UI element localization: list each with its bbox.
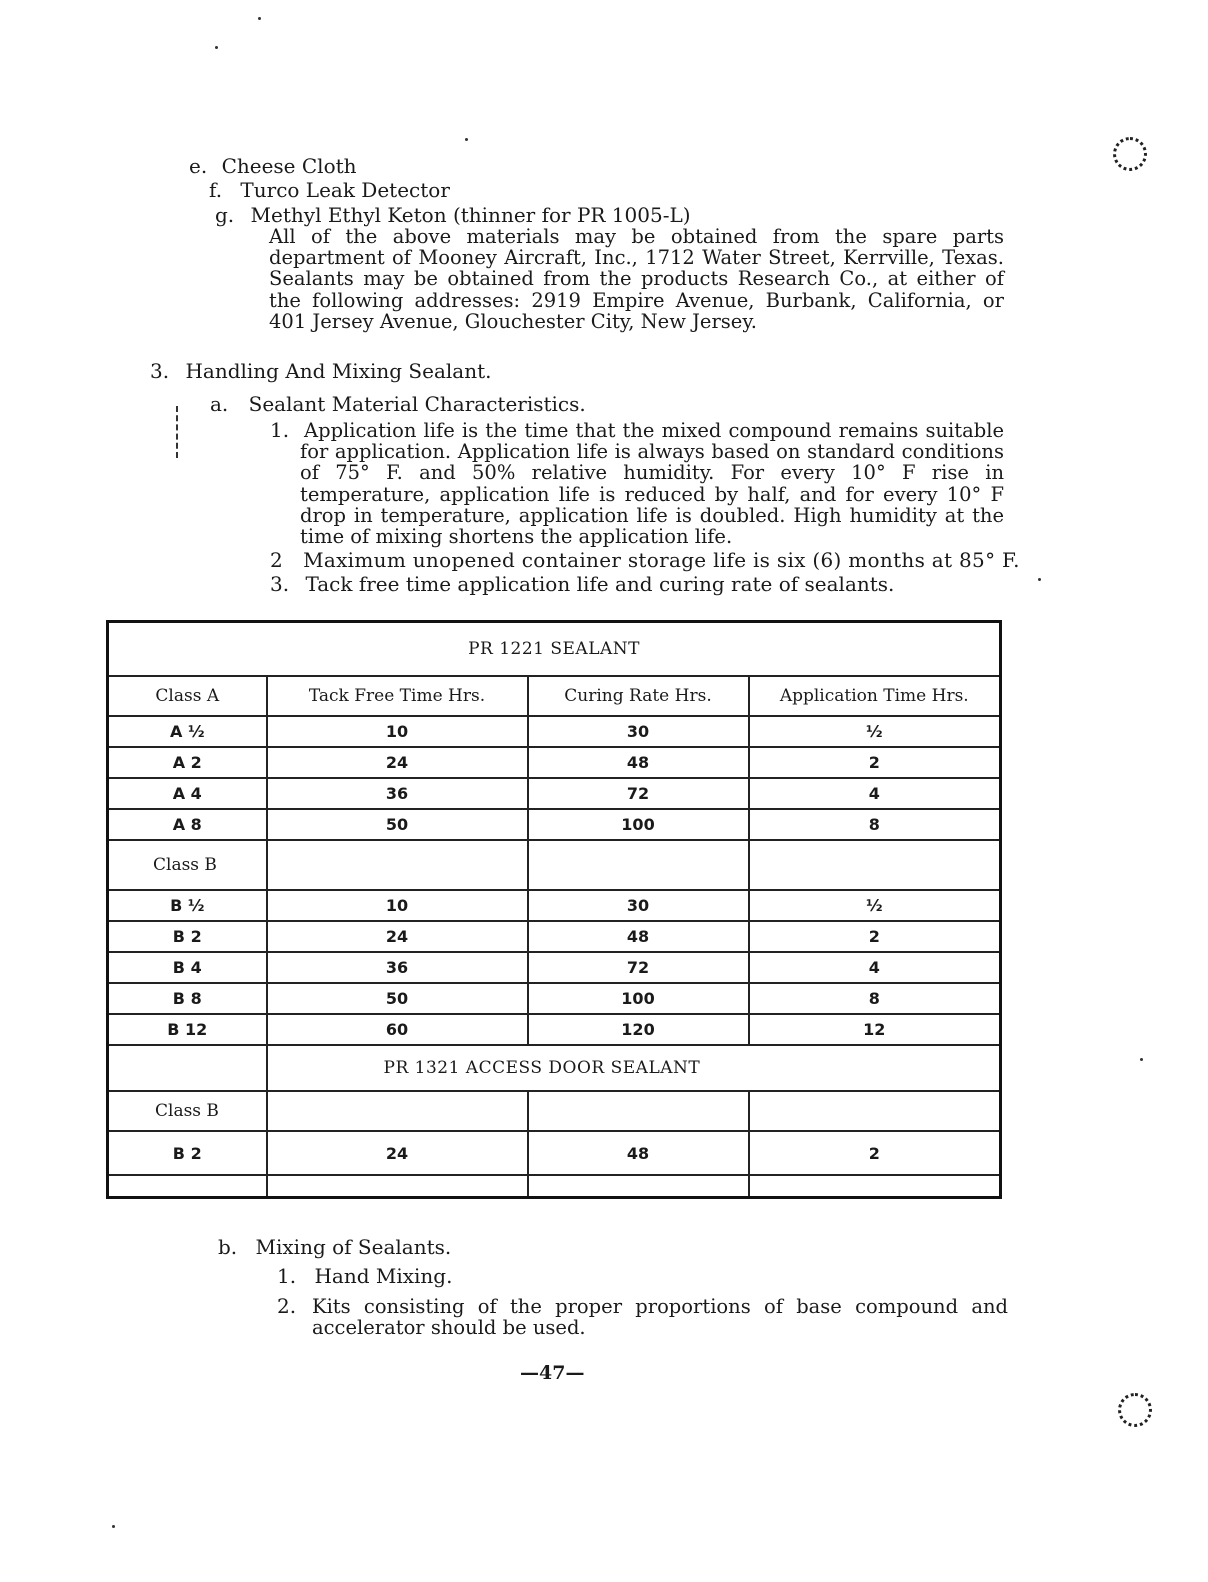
- table-cell-empty: [749, 1091, 1001, 1131]
- table-cell: 30: [528, 890, 749, 921]
- table-cell: 10: [267, 716, 528, 747]
- table-row: [108, 952, 1001, 983]
- table-cell: B ½: [108, 890, 267, 921]
- subsection-marker: a.: [210, 392, 229, 416]
- item-a2: [270, 550, 1020, 571]
- column-header: Curing Rate Hrs.: [528, 676, 749, 716]
- item-text: Maximum unopened container storage life is six (6) months at 85° F.: [303, 548, 1020, 572]
- table-row: [108, 890, 1001, 921]
- subsection-a-heading: [210, 394, 586, 415]
- sealant-table: [106, 620, 1002, 1199]
- list-text: Methyl Ethyl Keton (thinner for PR 1005-L): [250, 203, 691, 227]
- item-marker: 3.: [270, 572, 290, 596]
- item-text: Hand Mixing.: [314, 1264, 453, 1288]
- table-row: [108, 983, 1001, 1014]
- subsection-b-heading: [218, 1237, 451, 1258]
- table-cell: 24: [267, 747, 528, 778]
- column-header: Application Time Hrs.: [749, 676, 1001, 716]
- table-cell-empty: [528, 840, 749, 890]
- table-class-row: [108, 1091, 1001, 1131]
- table-cell: 100: [528, 983, 749, 1014]
- table-cell-empty: [749, 840, 1001, 890]
- item-marker: 2.: [277, 1294, 297, 1318]
- table-header-row: [108, 676, 1001, 716]
- item-text: Tack free time application life and curing rate of sealants.: [305, 572, 895, 596]
- table-cell-empty: [267, 1091, 528, 1131]
- table-cell-empty: [749, 1175, 1001, 1198]
- table-cell-empty: [267, 840, 528, 890]
- speck: [1038, 578, 1041, 581]
- table-row: [108, 747, 1001, 778]
- table-cell: 24: [267, 921, 528, 952]
- table-row-empty: [108, 1175, 1001, 1198]
- class-label: Class B: [108, 1091, 267, 1131]
- table-cell: 8: [749, 809, 1001, 840]
- table-row: [108, 1014, 1001, 1045]
- table-cell: 50: [267, 809, 528, 840]
- materials-paragraph: All of the above materials may be obtained from the spare parts department of Mooney Aircraft, Inc., 1712 Water Street, Kerrville, Texas. Sealants may be obtained from the products Research Co., at either of the following addresses: 2919 Empire Avenue, Burbank, California, or 401 Jersey Avenue, Glouchester City, New Jersey.: [269, 225, 1004, 333]
- subsection-marker: b.: [218, 1235, 238, 1259]
- table-row: [108, 778, 1001, 809]
- class-label: Class B: [108, 840, 267, 890]
- table-cell: 72: [528, 952, 749, 983]
- speck: [1140, 1058, 1143, 1061]
- table-cell: A 2: [108, 747, 267, 778]
- table-cell: 2: [749, 747, 1001, 778]
- list-marker: f.: [209, 178, 223, 202]
- table-cell-empty: [267, 1175, 528, 1198]
- table-subtitle: PR 1321 ACCESS DOOR SEALANT: [267, 1045, 1001, 1091]
- table-row: [108, 1131, 1001, 1175]
- table-cell: 72: [528, 778, 749, 809]
- speck: [465, 138, 468, 141]
- table-cell: 48: [528, 1131, 749, 1175]
- table-cell: 30: [528, 716, 749, 747]
- table-cell: 4: [749, 952, 1001, 983]
- table-cell-empty: [528, 1091, 749, 1131]
- section-marker: 3.: [150, 359, 170, 383]
- list-text: Turco Leak Detector: [240, 178, 450, 202]
- speck: [215, 46, 218, 49]
- item-b1: [277, 1266, 452, 1287]
- column-header: Tack Free Time Hrs.: [267, 676, 528, 716]
- item-a3: [270, 574, 894, 595]
- table-cell: 4: [749, 778, 1001, 809]
- speck: [112, 1525, 115, 1528]
- table-title-row: [108, 622, 1001, 677]
- table-cell: 60: [267, 1014, 528, 1045]
- table-cell: A ½: [108, 716, 267, 747]
- column-header: Class A: [108, 676, 267, 716]
- table-cell: B 2: [108, 921, 267, 952]
- table-row: [108, 809, 1001, 840]
- item-marker: 1.: [270, 418, 290, 442]
- table-cell: 2: [749, 1131, 1001, 1175]
- table-subtitle-row: [108, 1045, 1001, 1091]
- table-cell: ½: [749, 890, 1001, 921]
- table-class-row: [108, 840, 1001, 890]
- table-cell: 8: [749, 983, 1001, 1014]
- table-cell: 120: [528, 1014, 749, 1045]
- item-marker: 2: [270, 548, 283, 572]
- table-cell: 48: [528, 921, 749, 952]
- table-cell: 36: [267, 952, 528, 983]
- table-cell-empty: [108, 1045, 267, 1091]
- table-cell: A 4: [108, 778, 267, 809]
- table-cell: B 4: [108, 952, 267, 983]
- punch-hole-bottom: [1118, 1393, 1152, 1427]
- margin-bar: [176, 406, 179, 458]
- page-number: —47—: [520, 1362, 585, 1384]
- item-b2-text: Kits consisting of the proper proportions of base compound and accelerator should be used.: [312, 1295, 1008, 1340]
- list-item-f: [209, 180, 450, 201]
- table-cell: B 2: [108, 1131, 267, 1175]
- table-cell: 100: [528, 809, 749, 840]
- table-title: PR 1221 SEALANT: [108, 622, 1001, 677]
- table-cell: 24: [267, 1131, 528, 1175]
- table-cell-empty: [108, 1175, 267, 1198]
- list-marker: g.: [215, 203, 235, 227]
- section-title: Handling And Mixing Sealant.: [185, 359, 492, 383]
- speck: [258, 17, 261, 20]
- section-heading: [150, 361, 491, 382]
- table-cell: B 8: [108, 983, 267, 1014]
- table-cell: 50: [267, 983, 528, 1014]
- table-row: [108, 716, 1001, 747]
- list-marker: e.: [189, 154, 208, 178]
- table-cell: ½: [749, 716, 1001, 747]
- table-cell: 48: [528, 747, 749, 778]
- item-marker: 1.: [277, 1264, 297, 1288]
- table-cell: 12: [749, 1014, 1001, 1045]
- punch-hole-top: [1113, 137, 1147, 171]
- subsection-title: Sealant Material Characteristics.: [248, 392, 586, 416]
- table-cell: 10: [267, 890, 528, 921]
- list-item-e: [189, 156, 357, 177]
- list-item-g: [215, 205, 691, 226]
- subsection-title: Mixing of Sealants.: [255, 1235, 452, 1259]
- table-cell: 2: [749, 921, 1001, 952]
- list-text: Cheese Cloth: [221, 154, 357, 178]
- item-a1-text: Application life is the time that the mixed compound remains suitable for application. Application life is always based on standard conditions of 75° F. and 50% relative humidity. For every 10° F rise in temperature, application life is reduced by half, and for every 10° F drop in temperature, application life is doubled. High humidity at the time of mixing shortens the application life.: [300, 419, 1004, 549]
- table-cell: B 12: [108, 1014, 267, 1045]
- table-cell-empty: [528, 1175, 749, 1198]
- table-cell: A 8: [108, 809, 267, 840]
- table-row: [108, 921, 1001, 952]
- table-cell: 36: [267, 778, 528, 809]
